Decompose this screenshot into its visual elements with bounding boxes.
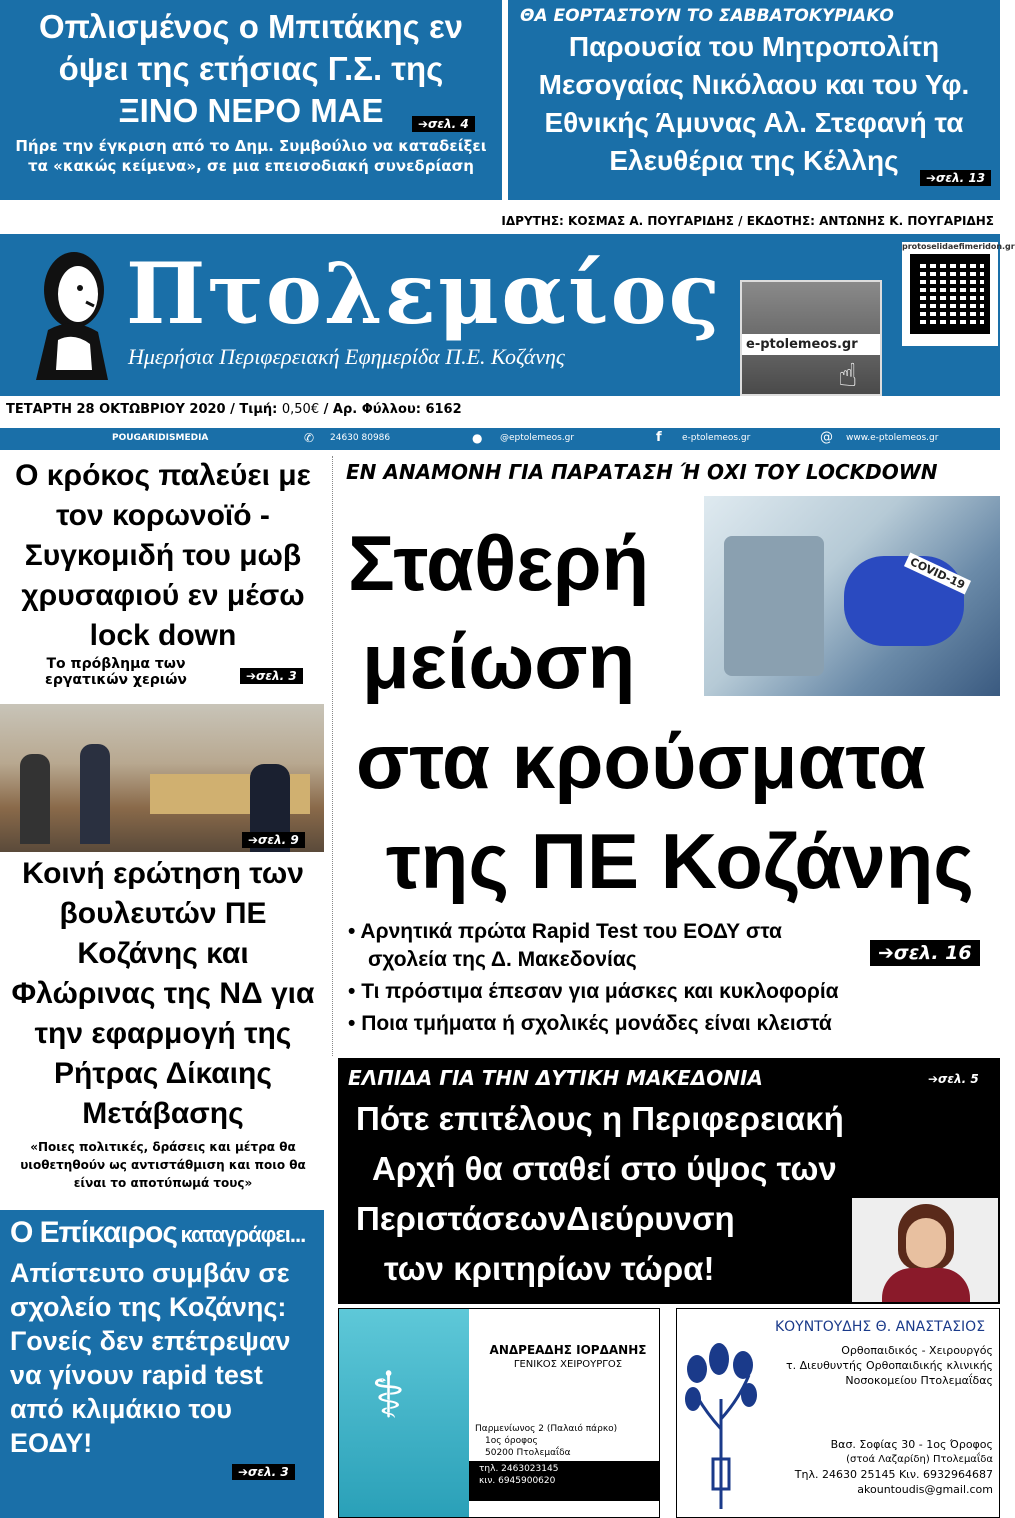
ad-orthopedic-address [767,1437,993,1497]
black-headline-line1: Πότε επιτέλους η Περιφερειακή [356,1100,844,1137]
ad-surgeon-address [475,1423,617,1459]
phone-number: 24630 80986 [330,433,391,443]
ptolemy-logo-icon [28,240,116,380]
website-url[interactable]: www.e-ptolemeos.gr [846,433,939,443]
main-story[interactable] [336,456,1000,1056]
bullet-text: Τι πρόστιμα έπεσαν για μάσκες και κυκλοφορία [361,980,839,1003]
ad-surgeon-phone: τηλ. 2463023145 [479,1464,559,1474]
left-story-just-transition[interactable] [0,854,326,1204]
epikairos-brand-name: Ο Επίκαιρος [10,1216,177,1249]
black-kicker: ΕΛΠΙΔΑ ΓΙΑ ΤΗΝ ΔΥΤΙΚΗ ΜΑΚΕΔΟΝΙΑ [348,1066,763,1090]
facebook-icon: f [656,430,662,445]
bullet-text: Αρνητικά πρώτα Rapid Test του ΕΟΔΥ στα σχολεία της Δ. Μακεδονίας [360,920,782,971]
bullet-item: • Αρνητικά πρώτα Rapid Test του ΕΟΔΥ στα σχολεία της Δ. Μακεδονίας [348,920,782,971]
tree-logo-icon [683,1339,763,1509]
epikairos-brand-tagline: καταγράφει... [180,1222,306,1247]
main-headline-line4: της ΠΕ Κοζάνης [386,817,974,905]
ad-orthopedic-line: Βασ. Σοφίας 30 - 1ος Όροφος [830,1438,993,1451]
caduceus-icon: ⚕ [371,1359,406,1433]
ad-orthopedic-line: (στοά Λαζαρίδη) Πτολεμαΐδα [846,1454,993,1465]
qr-code-block[interactable] [902,242,1015,346]
facebook-page[interactable]: e-ptolemeos.gr [682,433,751,443]
top-left-subheadline: Πήρε την έγκριση από το Δημ. Συμβούλιο να καταδείξει τα «κακώς κείμενα», σε μια επεισοδιακή συνεδρίαση [15,137,487,175]
main-headline-line3: στα κρούσματα [356,717,927,805]
ad-orthopedic[interactable] [676,1308,1000,1518]
covid-tube-label: COVID-19 [904,553,971,595]
left-story-crocus-page-ref[interactable]: ➔σελ. 3 [240,668,303,684]
issue-label: / Αρ. Φύλλου: [323,402,421,417]
phone-icon: ✆ [304,431,315,445]
ad-surgeon-address-line: 1ος όροφος [485,1436,538,1446]
epikairos-page-ref[interactable]: ➔σελ. 3 [232,1464,295,1480]
meeting-photo [0,704,324,852]
ad-orthopedic-line: Νοσοκομείου Πτολεμαΐδας [845,1374,993,1387]
ad-orthopedic-phone: Τηλ. 24630 25145 Κιν. 6932964687 [794,1468,993,1481]
qr-code-icon [910,254,990,334]
top-right-kicker: ΘΑ ΕΟΡΤΑΣΤΟΥΝ ΤΟ ΣΑΒΒΑΤΟΚΥΡΙΑΚΟ [520,6,894,26]
left-story-crocus-headline: Ο κρόκος παλεύει με τον κορωνοϊό - Συγκομιδή του μωβ χρυσαφιού εν μέσω lock down [15,459,311,652]
epikairos-box[interactable] [0,1210,324,1518]
ad-orthopedic-email[interactable]: akountoudis@gmail.com [857,1483,993,1496]
photo-page-ref[interactable]: ➔σελ. 9 [242,832,305,848]
black-headline-line4: των κριτηρίων τώρα! [384,1250,715,1287]
top-right-story[interactable] [508,0,1000,200]
masthead-subtitle: Ημερήσια Περιφερειακή Εφημερίδα Π.Ε. Κοζάνης [128,344,565,369]
ad-orthopedic-name: ΚΟΥΝΤΟΥΔΗΣ Θ. ΑΝΑΣΤΑΣΙΟΣ [774,1319,986,1335]
top-right-page-ref[interactable]: ➔σελ. 13 [920,170,991,186]
ad-surgeon-address-line: 50200 Πτολεμαΐδα [485,1448,571,1458]
contact-strip [0,428,1000,450]
covid-test-photo [704,496,1000,696]
epikairos-brand [10,1216,314,1250]
left-story-crocus-sub: Το πρόβλημα των εργατικών χεριών [45,656,187,688]
founder-line: ΙΔΡΥΤΗΣ: ΚΟΣΜΑΣ Α. ΠΟΥΓΑΡΙΔΗΣ / ΕΚΔΟΤΗΣ: ΑΝΤΩΝΗΣ Κ. ΠΟΥΓΑΡΙΔΗΣ [501,214,994,228]
main-page-ref[interactable]: ➔σελ. 16 [870,940,980,966]
issue-number: 6162 [425,402,462,417]
issue-date: ΤΕΤΑΡΤΗ 28 ΟΚΤΩΒΡΙΟΥ 2020 / [6,402,235,417]
top-left-story[interactable] [0,0,502,200]
main-headline-line1: Σταθερή [348,519,650,607]
ad-orthopedic-line: τ. Διευθυντής Ορθοπαιδικής κλινικής [785,1359,993,1372]
ad-orthopedic-line: Ορθοπαιδικός - Χειρουργός [841,1344,993,1357]
bullet-text: Ποια τμήματα ή σχολικές μονάδες είναι κλειστά [361,1012,832,1035]
left-story-just-transition-sub: «Ποιες πολιτικές, δράσεις και μέτρα θα υιοθετηθούν ως αντιστάθμιση και ποιο θα είναι το αποτύπωμά τους» [20,1140,306,1190]
qr-code-label: protoselidaefimeridon.gr [902,242,1015,251]
website-badge[interactable] [740,280,882,396]
main-bullets [344,918,974,1038]
column-divider [332,456,333,1056]
black-story-box[interactable] [338,1058,1000,1304]
epikairos-headline: Απίστευτο συμβάν σε σχολείο της Κοζάνης: Γονείς δεν επέτρεψαν να γίνουν rapid test από κλιμάκιο του ΕΟΔΥ! [10,1258,291,1458]
web-icon: @ [820,430,833,445]
pougaridis-brand: POUGARIDISMEDIA [112,433,209,443]
ad-surgeon-email[interactable]: e-mail: iordanis.andr@icloud.com [479,1489,631,1499]
twitter-icon: ● [472,431,483,445]
left-story-just-transition-headline: Κοινή ερώτηση των βουλευτών ΠΕ Κοζάνης και Φλώρινας της ΝΔ για την εφαρμογή της Ρήτρας Δίκαιης Μετάβασης [11,857,315,1130]
website-badge-label: e-ptolemeos.gr [742,334,880,355]
twitter-handle[interactable]: @eptolemeos.gr [500,433,575,443]
ad-surgeon-name: ΑΝΔΡΕΑΔΗΣ ΙΟΡΔΑΝΗΣ [489,1343,647,1357]
cursor-hand-icon: ☝ [838,356,858,394]
top-left-page-ref[interactable]: ➔σελ. 4 [412,116,475,132]
black-page-ref[interactable]: ➔σελ. 5 [928,1072,979,1086]
ad-orthopedic-details [767,1343,993,1388]
ad-surgeon-address-line: Παρμενίωνος 2 (Παλαιό πάρκο) [475,1424,618,1434]
ad-surgeon-mobile: κιν. 6945900620 [479,1476,556,1486]
main-headline-line2: μείωση [362,617,636,705]
top-left-headline: Οπλισμένος ο Μπιτάκης εν όψει της ετήσιας Γ.Σ. της ΞΙΝΟ ΝΕΡΟ ΜΑΕ [39,8,463,129]
black-headline-line3: ΠεριστάσεωνΔιεύρυνση [356,1200,735,1237]
main-kicker: ΕΝ ΑΝΑΜΟΝΗ ΓΙΑ ΠΑΡΑΤΑΣΗ Ή ΟΧΙ ΤΟΥ LOCKDOWN [346,460,938,484]
top-right-headline: Παρουσία του Μητροπολίτη Μεσογαίας Νικόλαου και του Υφ. Εθνικής Άμυνας Αλ. Στεφανή τα Ελευθέρια της Κέλλης [538,31,970,176]
bullet-item: • Τι πρόστιμα έπεσαν για μάσκες και κυκλοφορία [348,980,839,1003]
ad-surgeon-role: ΓΕΝΙΚΟΣ ΧΕΙΡΟΥΡΓΟΣ [513,1359,623,1370]
ad-surgeon[interactable] [338,1308,660,1518]
price-label: Τιμή: [239,402,278,417]
portrait-photo [852,1198,998,1302]
masthead [0,234,1015,396]
masthead-title: Πτολεμαίος [126,244,722,343]
bullet-item: • Ποια τμήματα ή σχολικές μονάδες είναι κλειστά [348,1012,832,1035]
dateline [6,402,462,417]
caduceus-panel [339,1309,469,1517]
price-value: 0,50€ [281,402,320,417]
black-headline-line2: Αρχή θα σταθεί στο ύψος των [372,1150,837,1187]
left-story-crocus[interactable] [0,456,326,700]
